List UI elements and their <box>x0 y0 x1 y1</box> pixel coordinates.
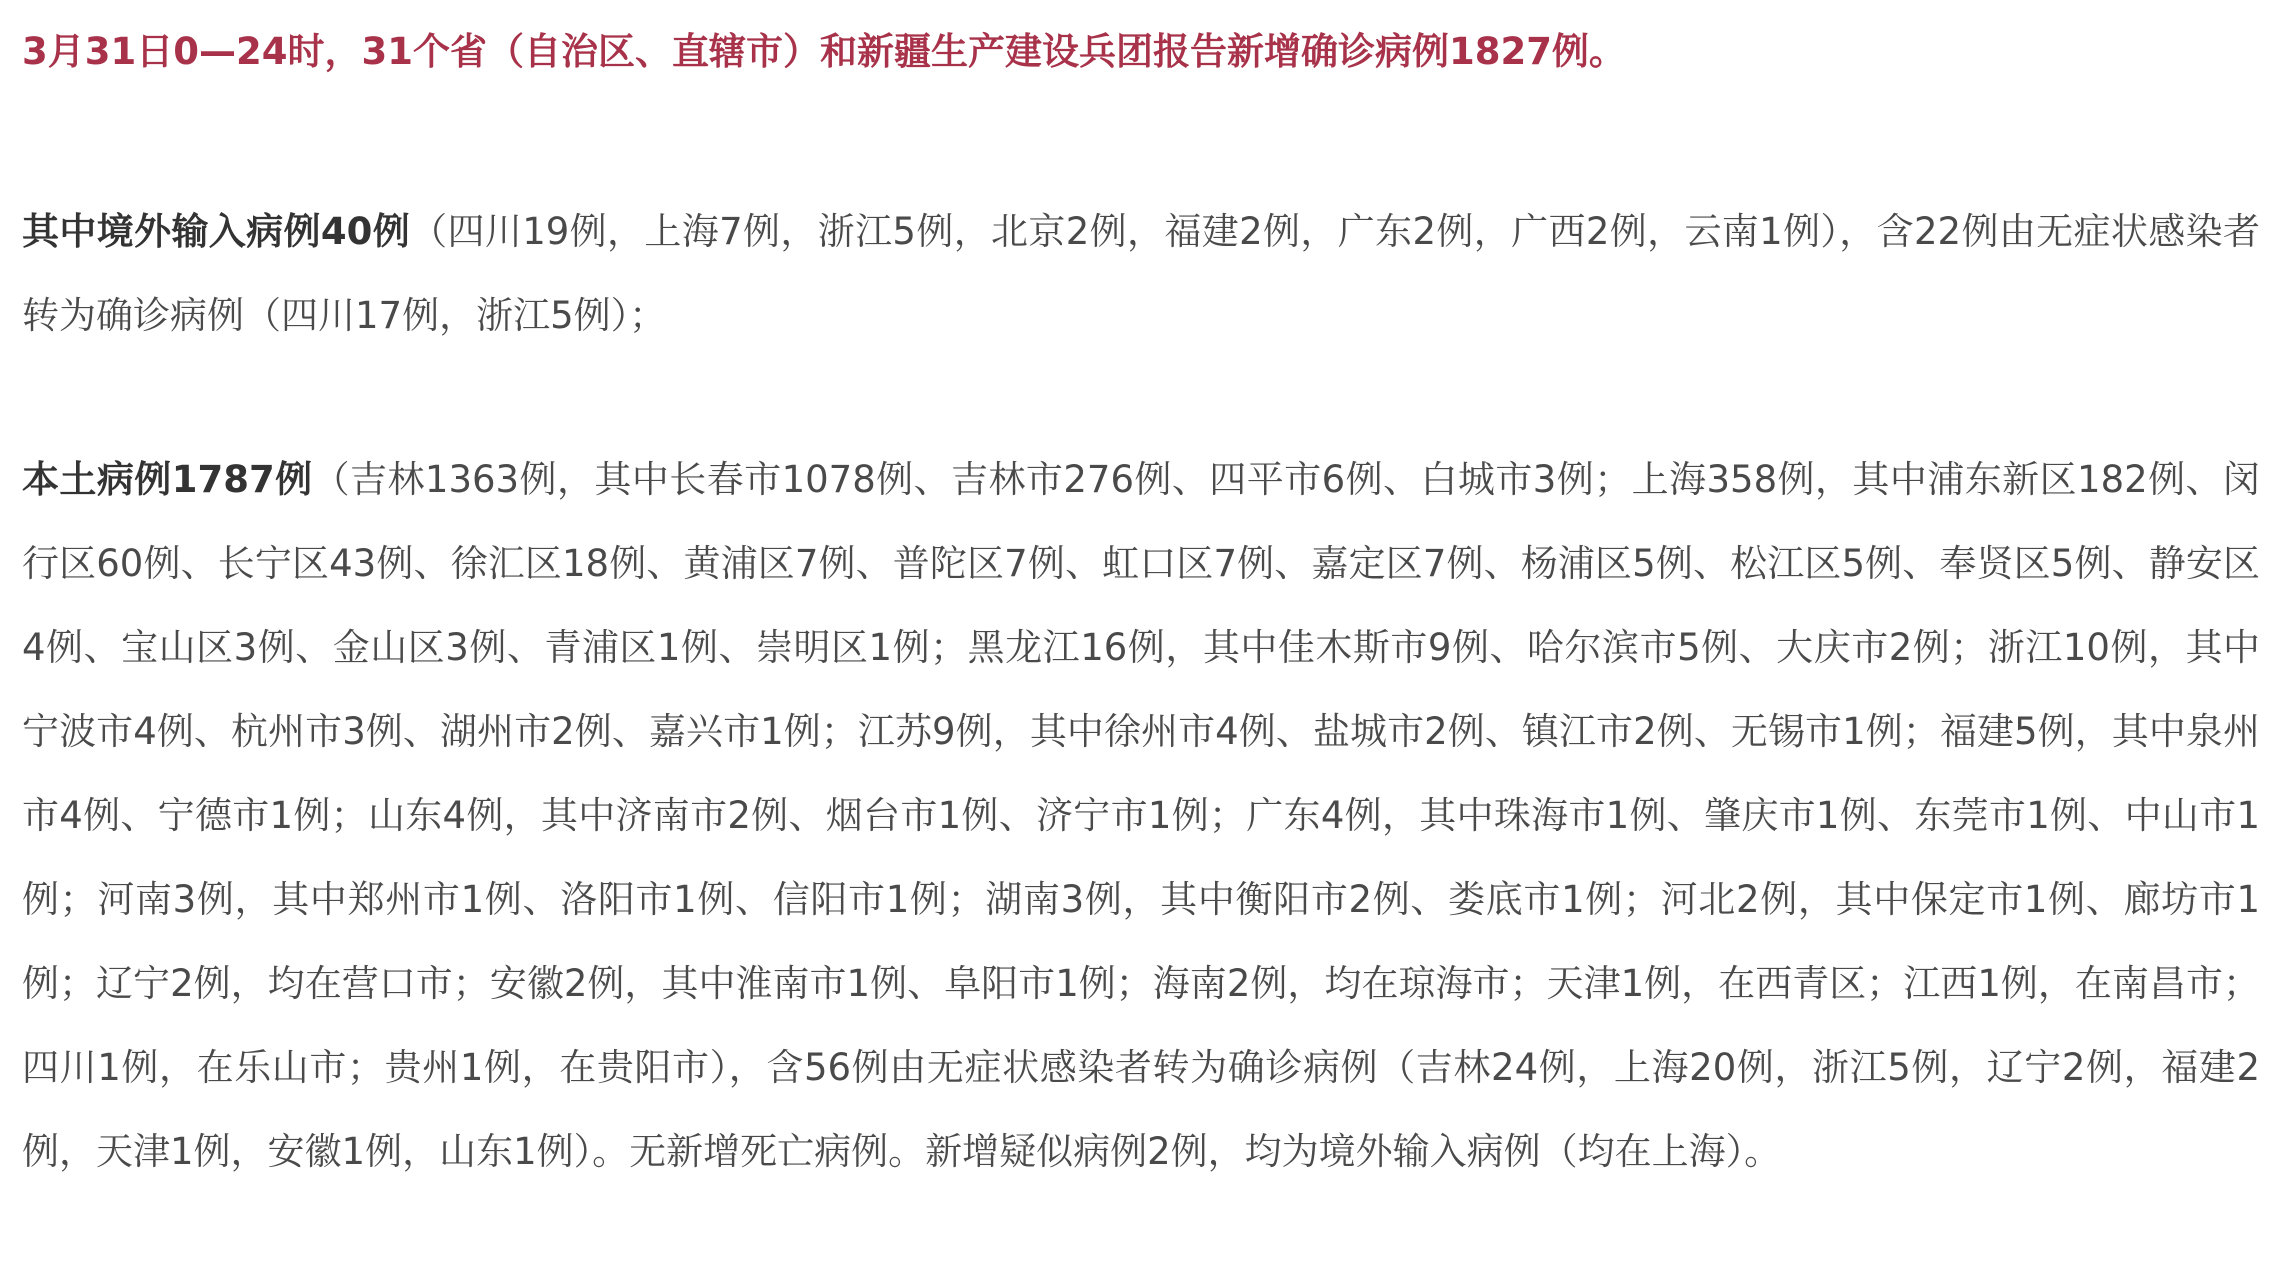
local-detail: （吉林1363例，其中长春市1078例、吉林市276例、四平市6例、白城市3例；上海358例，其中浦东新区182例、闵行区60例、长宁区43例、徐汇区18例、黄浦区7例、普陀区7例、虹口区7例、嘉定区7例、杨浦区5例、松江区5例、奉贤区5例、静安区4例、宝山区3例、金山区3例、青浦区1例、崇明区1例；黑龙江16例，其中佳木斯市9例、哈尔滨市5例、大庆市2例；浙江10例，其中宁波市4例、杭州市3例、湖州市2例、嘉兴市1例；江苏9例，其中徐州市4例、盐城市2例、镇江市2例、无锡市1例；福建5例，其中泉州市4例、宁德市1例；山东4例，其中济南市2例、烟台市1例、济宁市1例；广东4例，其中珠海市1例、肇庆市1例、东莞市1例、中山市1例；河南3例，其中郑州市1例、洛阳市1例、信阳市1例；湖南3例，其中衡阳市2例、娄底市1例；河北2例，其中保定市1例、廊坊市1例；辽宁2例，均在营口市；安徽2例，其中淮南市1例、阜阳市1例；海南2例，均在琼海市；天津1例，在西青区；江西1例，在南昌市；四川1例，在乐山市；贵州1例，在贵阳市），含56例由无症状感染者转为确诊病例（吉林24例，上海20例，浙江5例，辽宁2例，福建2例，天津1例，安徽1例，山东1例）。无新增死亡病例。新增疑似病例2例，均为境外输入病例（均在上海）。 <box>22 458 2260 1173</box>
overseas-lead: 其中境外输入病例40例 <box>22 210 411 253</box>
headline: 3月31日0—24时，31个省（自治区、直辖市）和新疆生产建设兵团报告新增确诊病例1827例。 <box>22 30 1626 73</box>
local-paragraph <box>22 438 2260 1194</box>
local-lead: 本土病例1787例 <box>22 458 313 501</box>
overseas-paragraph <box>22 190 2260 358</box>
article <box>22 24 2260 1194</box>
overseas-detail: （四川19例，上海7例，浙江5例，北京2例，福建2例，广东2例，广西2例，云南1例），含22例由无症状感染者转为确诊病例（四川17例，浙江5例）； <box>22 210 2260 337</box>
